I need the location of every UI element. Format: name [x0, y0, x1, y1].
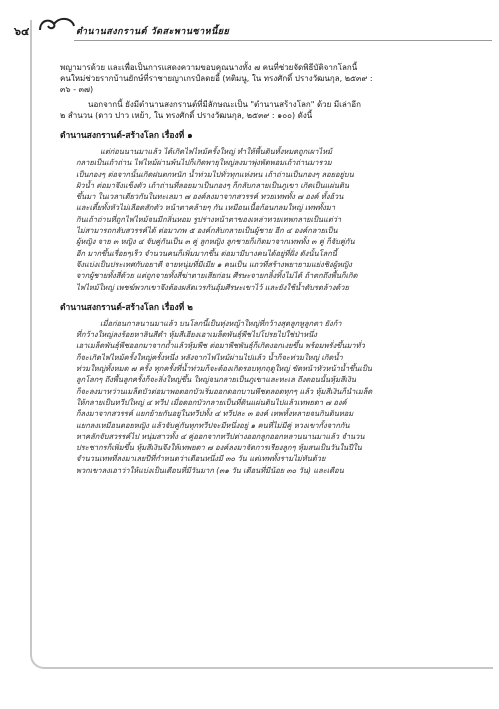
text-line: ก็จะเกิดไฟไหม้ครั้งใหญ่ครั้งหนึ่ง หลังจากไฟไหม้ผ่านไปแล้ว น้ำก็จะท่วมใหญ่ เกิดน้ำ	[76, 352, 343, 362]
swirl-logo-icon	[36, 14, 76, 36]
document-body	[60, 62, 470, 476]
text-line: แยกลงเหมือนดอยหญิง แล้วจับคู่กันทุกทวีปจะมีหนึ่งอยู่ ๑ คนที่ไม่มีคู่ หวงเขากั้งจากกัน	[76, 420, 350, 430]
section-title: ตำนานสงกรานต์-สร้างโลก เรื่องที่ ๒	[60, 302, 193, 313]
text-line: หาคลักจับสวรรค์ไป หนุ่มสาวทั้ง ๔ คู่ออกจากทวีปต่างออกลูกออกหลานนานมาแล้ว จำนวน	[76, 431, 365, 441]
text-line: ก็ลงมาจากสวรรค์ แยกย้ายกันอยู่ในทวีปทั้ง ๔ ทวีปละ ๓ องค์ เทพทั้งหลายจนกินดินทอม	[76, 409, 354, 419]
text-line: จำนวนเทพที่ลงมาเลยปีที่กำหนดว่าเดือนหนึ่งมี ๓๐ วัน แต่เทพทั้งรามไม่ทันด้วย	[76, 454, 326, 464]
text-line: ที่กว้างใหญ่ลงร้อยหาลินสีดำ หุ้มสีเอียงเอาเมล็ดพันธุ์พืชไปโปรยไปใช่ป่าหนึ่ง	[76, 330, 317, 340]
text-line: ท่วมใหญ่ทั้งหมด ๗ ครั้ง ทุกครั้งที่น้ำท่วมก็จะต้องเกิดรอบทุกฤดูใหญ่ ขัดหน้าหัวหน้าน้ำขึ้นเป็น	[76, 364, 372, 374]
text-line: กลายเป็นเถ้าถ่าน ไฟไหม้ผ่านพ้นไปก็เกิดพายุใหญ่ลงมาพุ่งพัดพอมเถ้าถ่านมารวม	[76, 158, 332, 168]
section-title: ตำนานสงกรานต์-สร้างโลก เรื่องที่ ๑	[60, 131, 193, 141]
text-line: ขึ้นมา ในเวลาเดียวกันในทะเลมา ๗ องค์ลงมาจากสวรรค์ ทวยเทพทั้ง ๗ องค์ ทั้งอ้วน	[76, 192, 344, 202]
text-line: และเตี้ยทั้งหัวไม่เลือดสักตัว หน้าตาคล้ายๆ กัน เหมือนเนื้อก้อนกลมใหญ่ เทพทั้งมา	[76, 203, 336, 213]
myth-section-1	[60, 131, 470, 293]
text-line: จากผู้ชายทั้งสี่ด้วย แต่ถูกจายทั้งสี่ฆ่าตายเสียก่อน ศีรษะจายกลิ้งทิ้งไม่ได้ ถ้าตกถึงพื้นก็เกิด	[76, 271, 358, 281]
text-line: ผู้หญิง จาย ๓ หญิง ๔ จับคู่กันเป็น ๓ คู่ ลูกหญิง ลูกชายก็เกิดมาจากเทพทั้ง ๓ คู่ ก็จับคู่กัน	[76, 237, 355, 247]
page-number: ๖๔	[14, 25, 30, 38]
intro-line: ๓๖ - ๓๗)	[60, 85, 94, 94]
myth-section-2	[60, 303, 470, 476]
page-header	[14, 2, 494, 42]
text-line: กินเถ้าถ่านที่ถูกไฟไหม้จนมีกลิ่นหอม รูปร่างหน้าตาของเหล่าทวยเทพกลายเป็นแต่ว่า	[76, 214, 342, 224]
text-line: ไม่สามารถกลับสวรรค์ได้ ต่อมาภพ ๕ องค์กลับกลายเป็นผู้ชาย อีก ๔ องค์กลายเป็น	[76, 226, 338, 236]
intro-line: คนใหม่ช่วยรากบ้านยักษ์ที่ราชายญาเกรป์ลดยอี้ (ทติมนู, ใน ทรงศักดิ์ ปรางวัฒนกุล, ๒๕๓๙ :	[60, 74, 373, 83]
intro-line: ๒ สำนวน (ดาว ปาว เหย้า, ใน ทรงศักดิ์ ปรางวัฒนกุล, ๒๕๓๙ : ๑๐๐) ดังนี้	[60, 111, 313, 120]
section-text	[76, 318, 470, 476]
text-line: แต่ก่อนนานมาแล้ว ได้เกิดไฟไหม้ครั้งใหญ่ ทำให้พื้นดินทั้งหมดถูกเผาไหม้	[100, 147, 333, 156]
text-line: ก็จะลงมาหว่านเมล็ดบัวต่อมาพอตอกบัวเริ่มออกดอกบานพืชตลอดทุกๆ แล้ว หุ้มสีเงินก็นำเมล็ด	[76, 386, 373, 396]
section-text	[76, 146, 470, 293]
text-line: เป็นกองๆ ต่อจากนั้นเกิดฝนตกหนัก น้ำท่วมไปทั่วทุกแห่งหน เถ้าถ่านเป็นกองๆ ลอยอยู่บน	[76, 169, 354, 179]
text-line: จึงแบ่งเป็นประเทศกับอยาดี จายหนุ่มที่มีเมีย ๑ คนเป็น แถวที่สร้างพยายามแย่งชิงผู้หญิง	[76, 259, 352, 269]
text-line: ลูกโลกๆ ถึงพื้นลูกครั้งก็จะลิ่งใหญ่ขึ้น ใหญ่จนกลายเป็นภูเขาและทะเล ถึงตอนนั้นหุ้มสีเงิน	[76, 375, 356, 385]
intro-line: พญามารด้วย และเพื่อเป็นการแสดงความขอบคุณนางทั้ง ๗ คนที่ช่วยจัดพิธีบัติจากโลกนี้	[60, 63, 358, 72]
text-line: ไฟไหม้ใหญ่ เพชฆ์พวกเขาจึงต้องผลัดเวรกันอุ้มศีรษะเขาไว้ และยังใช้น้ำดับรดล้างด้วย	[76, 282, 349, 292]
text-line: ให้กลายเป็นทวีปใหญ่ ๔ ทวีป เมื่อดอกบัวกลายเป็นที่ดินแผ่นดินไปแล้วเทพยดา ๗ องค์	[76, 397, 347, 407]
header-rule	[74, 40, 492, 41]
intro-paragraph-2	[60, 99, 470, 121]
intro-line: นอกจากนี้ ยังมีตำนานสงกรานต์ที่มีลักษณะเป็น "ตำนานสร้างโลก" ด้วย มีเล่าอีก	[88, 100, 361, 109]
text-line: พวกเขาลงเอาว่าให้แบ่งเป็นเดือนที่มีวันมาก (๓๑ วัน เดือนที่มีน้อย ๓๐ วัน) และเดือน	[76, 465, 344, 475]
intro-paragraph	[60, 62, 470, 95]
text-line: อีก มากขึ้นเรื่อยๆเร็ว จำนวนคนก็เพิ่มมากขึ้น ต่อมามีบางคนได้อยู่ที่ฝั่ง ดังนั้นโลกนี้	[76, 248, 337, 258]
header-title: ตำนานสงกรานต์ วัดสะพานซาหนี้ยย	[76, 27, 230, 37]
text-line: เมื่อก่อนกาลนานมาแล้ว บนโลกนี้เป็นทุ่งหญ้าใหญ่ที่กว้างสุดลูกหูลูกตา ยังก้า	[100, 318, 342, 328]
text-line: ประชากรก็เพิ่มขึ้น หุ้มสีเงินจึงให้เทพยดา ๗ องค์ลงมาจัดการเรียงลูกๆ หุ้มสนเป็นวันในปีใน	[76, 443, 362, 453]
text-line: เอาเมล็ดพันธุ์พืชออกมาจากถ้ำแล้วหุ้มพืช ต่อมาพืชพันธุ์ก็เกิดงอกเงยขึ้น พร้อมพรั่งขึ้นมาทั่ว	[76, 341, 365, 351]
text-line: ผิวน้ำ ต่อมาจึงแข็งตัว เถ้าถ่านที่ลอยมาเป็นกองๆ ก็กลับกลายเป็นภูเขา เกิดเป็นแผ่นดิน	[76, 180, 350, 190]
